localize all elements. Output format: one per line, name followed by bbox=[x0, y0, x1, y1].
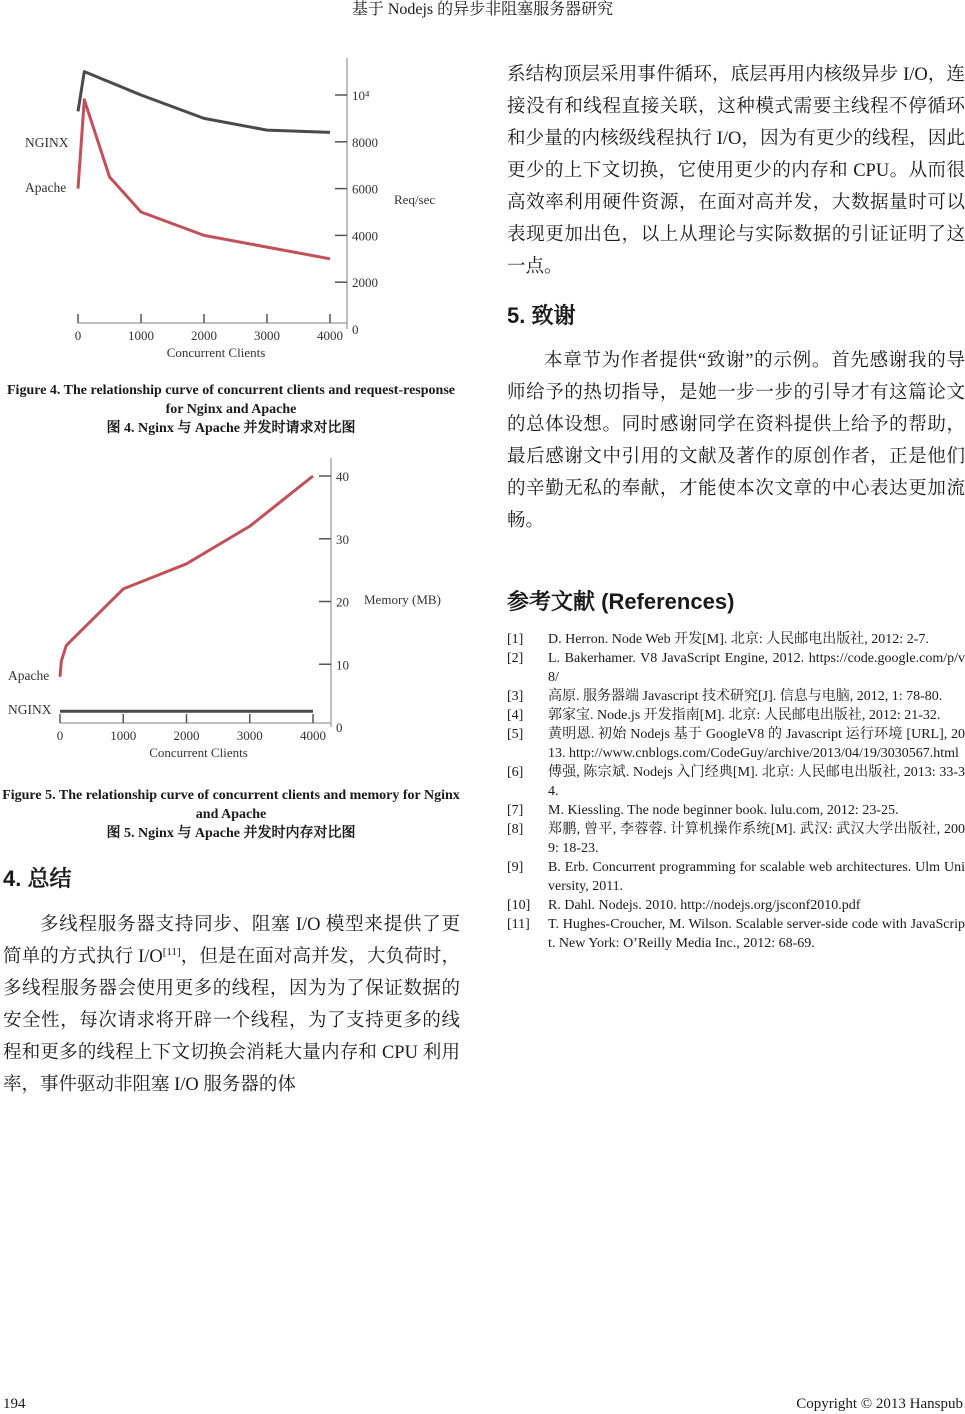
page-number: 194 bbox=[3, 1396, 26, 1412]
reference-number: [4] bbox=[507, 708, 524, 723]
y-tick-label: 6000 bbox=[352, 181, 378, 197]
reference-number: [10] bbox=[507, 898, 531, 913]
section-4-paragraph-continued: 系结构顶层采用事件循环，底层再用内核级异步 I/O，连接没有和线程直接关联，这种模式需要主线程不停循环和少量的内核级线程执行 I/O，因为有更少的线程，因此更少的上下文切换，它使用更少的内存和 CPU。从而很高效率利用硬件资源，在面对高并发，大数据量时可以表现更加出色，以上从理论与实际数据的引证证明了这一点。 bbox=[507, 65, 965, 277]
x-axis-label: Concurrent Clients bbox=[166, 345, 266, 360]
y-axis-label: Memory (MB) bbox=[364, 592, 441, 607]
reference-text: 郭家宝. Node.js 开发指南[M]. 北京: 人民邮电出版社, 2012: 21-32. bbox=[548, 708, 941, 723]
reference-item bbox=[507, 858, 965, 896]
x-tick-label: 3000 bbox=[254, 328, 280, 343]
y-axis-label: Req/sec bbox=[394, 192, 436, 207]
section-5-heading: 5. 致谢 bbox=[507, 303, 576, 328]
reference-item bbox=[507, 649, 965, 687]
reference-text: T. Hughes-Croucher, M. Wilson. Scalable server-side code with JavaScript. New York: O’Reilly Media Inc., 2012: 68-69. bbox=[548, 917, 965, 951]
series-label-apache: Apache bbox=[8, 668, 50, 683]
reference-text: 黄明恩. 初始 Nodejs 基于 GoogleV8 的 Javascript 运行环境 [URL], 2013. http://www.cnblogs.com/CodeGuy/archive/2013/04/19/3030567.html bbox=[548, 727, 965, 761]
reference-number: [8] bbox=[507, 822, 524, 837]
reference-number: [11] bbox=[507, 917, 530, 932]
y-tick-label: 30 bbox=[336, 531, 349, 547]
series-label-apache: Apache bbox=[25, 180, 67, 195]
y-tick-label: 0 bbox=[352, 322, 359, 337]
section-4-paragraph bbox=[3, 909, 460, 1101]
figure-4-caption-zh: 图 4. Nginx 与 Apache 并发时请求对比图 bbox=[106, 421, 356, 436]
reference-number: [1] bbox=[507, 632, 524, 647]
series-line-apache bbox=[60, 476, 313, 677]
reference-number: [7] bbox=[507, 803, 524, 818]
x-tick-label: 4000 bbox=[300, 728, 326, 743]
figure-4-chart bbox=[0, 55, 470, 375]
x-tick-label: 1000 bbox=[110, 728, 137, 743]
reference-text: 郑鹏, 曾平, 李蓉蓉. 计算机操作系统[M]. 武汉: 武汉大学出版社, 2009: 18-23. bbox=[548, 822, 965, 856]
running-header: 基于 Nodejs 的异步非阻塞服务器研究 bbox=[351, 1, 614, 18]
reference-number: [5] bbox=[507, 727, 524, 742]
y-tick-label: 10⁴ bbox=[352, 88, 370, 103]
paragraph-text: 多线程服务器支持同步、阻塞 I/O 模型来提供了更简单的方式执行 I/O bbox=[3, 915, 460, 967]
copyright: Copyright © 2013 Hanspub bbox=[796, 1396, 963, 1412]
reference-number: [9] bbox=[507, 860, 524, 875]
figure-5-caption bbox=[0, 786, 462, 843]
reference-text: R. Dahl. Nodejs. 2010. http://nodejs.org/jsconf2010.pdf bbox=[548, 898, 861, 913]
reference-item bbox=[507, 725, 965, 763]
paragraph-text: ，但是在面对高并发，大负荷时，多线程服务器会使用更多的线程，因为为了保证数据的安全性，每次请求将开辟一个线程，为了支持更多的线程和更多的线程上下文切换会消耗大量内存和 CPU 利用率，事件驱动非阻塞 I/O 服务器的体 bbox=[3, 947, 460, 1095]
y-tick-label: 0 bbox=[336, 720, 343, 735]
x-tick-label: 0 bbox=[74, 328, 82, 343]
series-label-nginx: NGINX bbox=[25, 135, 69, 150]
x-axis-label: Concurrent Clients bbox=[149, 745, 248, 760]
x-tick-label: 3000 bbox=[236, 728, 263, 743]
reference-item bbox=[507, 630, 965, 649]
series-line-nginx bbox=[78, 72, 330, 133]
y-tick-label: 4000 bbox=[352, 228, 378, 244]
figure-4-caption bbox=[0, 381, 462, 438]
reference-text: B. Erb. Concurrent programming for scalable web architectures. Ulm University, 2011. bbox=[548, 860, 965, 894]
reference-item bbox=[507, 706, 965, 725]
reference-text: 高原. 服务器端 Javascript 技术研究[J]. 信息与电脑, 2012, 1: 78-80. bbox=[548, 689, 943, 704]
reference-number: [6] bbox=[507, 765, 524, 780]
reference-text: L. Bakerhamer. V8 JavaScript Engine, 2012. https://code.google.com/p/v8/ bbox=[548, 651, 965, 685]
y-tick-label: 10 bbox=[336, 657, 349, 673]
citation[interactable]: [11] bbox=[162, 945, 181, 958]
figure-5-caption-zh: 图 5. Nginx 与 Apache 并发时内存对比图 bbox=[106, 826, 356, 841]
figure-5-chart bbox=[0, 455, 470, 775]
x-tick-label: 2000 bbox=[173, 728, 200, 743]
series-label-nginx: NGINX bbox=[8, 702, 52, 717]
reference-item bbox=[507, 687, 965, 706]
section-5-paragraph: 本章节为作者提供“致谢”的示例。首先感谢我的导师给予的热切指导，是她一步一步的引导才有这篇论文的总体设想。同时感谢同学在资料提供上给予的帮助，最后感谢文中引用的文献及著作的原创作者，正是他们的辛勤无私的奉献，才能使本次文章的中心表达更加流畅。 bbox=[507, 351, 965, 531]
reference-item bbox=[507, 801, 965, 820]
reference-item bbox=[507, 915, 965, 953]
y-tick-label: 2000 bbox=[352, 275, 378, 291]
x-tick-label: 4000 bbox=[317, 328, 343, 343]
section-4-heading: 4. 总结 bbox=[3, 866, 72, 891]
y-tick-label: 8000 bbox=[352, 134, 378, 150]
x-tick-label: 2000 bbox=[191, 328, 217, 343]
references-list bbox=[507, 630, 965, 953]
reference-item bbox=[507, 763, 965, 801]
figure-4-caption-en: Figure 4. The relationship curve of concurrent clients and request-response for Nginx and Apache bbox=[7, 383, 455, 417]
figure-5-caption-en: Figure 5. The relationship curve of concurrent clients and memory for Nginx and Apache bbox=[2, 788, 460, 822]
reference-number: [3] bbox=[507, 689, 524, 704]
references-heading: 参考文献 (References) bbox=[507, 589, 735, 614]
reference-number: [2] bbox=[507, 651, 524, 666]
y-tick-label: 20 bbox=[336, 594, 349, 610]
x-tick-label: 1000 bbox=[128, 328, 154, 343]
reference-text: D. Herron. Node Web 开发[M]. 北京: 人民邮电出版社, 2012: 2-7. bbox=[548, 632, 929, 647]
reference-item bbox=[507, 820, 965, 858]
y-tick-label: 40 bbox=[336, 469, 349, 484]
reference-item bbox=[507, 896, 965, 915]
x-tick-label: 0 bbox=[56, 728, 64, 743]
series-line-apache bbox=[78, 100, 330, 259]
reference-text: 傅强, 陈宗斌. Nodejs 入门经典[M]. 北京: 人民邮电出版社, 2013: 33-34. bbox=[548, 765, 965, 799]
reference-text: M. Kiessling. The node beginner book. lulu.com, 2012: 23-25. bbox=[548, 803, 899, 818]
